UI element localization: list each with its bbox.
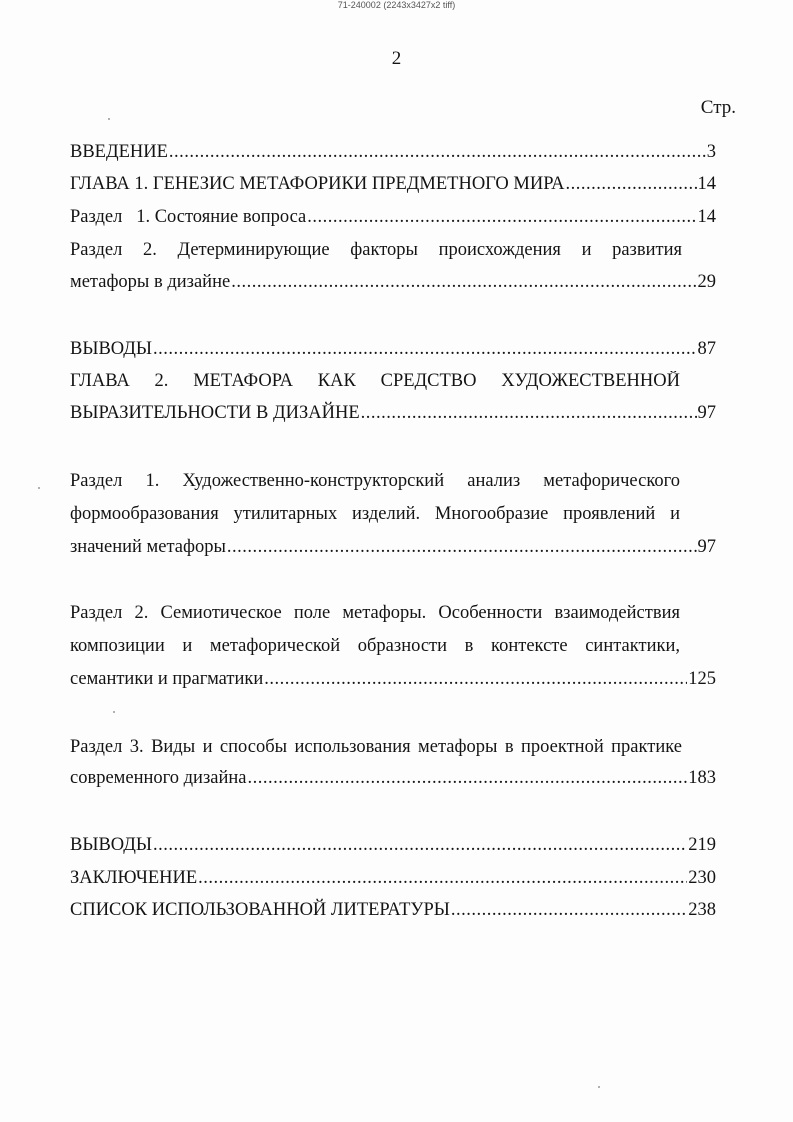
toc-entry-line: Раздел 2. Семиотическое поле метафоры. Особенности взаимодействия [70,603,680,623]
toc-entry-ch2-section-1 [70,471,716,557]
toc-entry-chapter-2 [70,371,716,423]
toc-entry-page: 230 [688,868,716,888]
scan-speck [38,487,40,489]
toc-entry-page: 87 [697,339,716,359]
toc-line [70,403,716,423]
toc-leader-dots [307,207,696,227]
toc-entry-ch2-section-3 [70,737,716,788]
toc-line [70,272,716,292]
toc-entry-title: семантики и прагматики [70,669,264,689]
toc-leader-dots [566,174,697,194]
toc-entry-title: ГЛАВА 1. ГЕНЕЗИС МЕТАФОРИКИ ПРЕДМЕТНОГО МИРА [70,174,565,194]
toc-entry-line: композиции и метафорической образности в контексте синтактики, [70,636,680,656]
scan-speck [113,711,115,713]
toc-entry-page: 14 [697,174,716,194]
page-number: 2 [391,48,402,69]
toc-entry-line: ГЛАВА 2. МЕТАФОРА КАК СРЕДСТВО ХУДОЖЕСТВЕННОЙ [70,371,680,391]
toc-entry-page: 183 [688,768,716,788]
toc-line [70,868,716,888]
toc-leader-dots [169,142,706,162]
toc-entry-title: ВЫВОДЫ [70,339,153,359]
toc-leader-dots [264,669,687,689]
toc-leader-dots [231,272,696,292]
toc-entry-line: Раздел 2. Детерминирующие факторы происхождения и развития [70,240,682,260]
toc-entry-ch1-section-1 [70,207,716,227]
toc-line [70,207,716,227]
toc-entry-title: современного дизайна [70,768,247,788]
toc-entry-page: 125 [688,669,716,689]
toc-entry-title: СПИСОК ИСПОЛЬЗОВАННОЙ ЛИТЕРАТУРЫ [70,900,450,920]
toc-leader-dots [247,768,687,788]
toc-line [70,900,716,920]
toc-entry-page: 3 [706,142,716,162]
toc-line [70,339,716,359]
toc-entry-title: значений метафоры [70,537,226,557]
toc-entry-chapter-1 [70,174,716,194]
toc-entry-line: Раздел 1. Художественно-конструкторский анализ метафорического [70,471,680,491]
toc-entry-title: ВВЕДЕНИЕ [70,142,168,162]
scan-speck [598,1086,600,1088]
toc-line [70,669,716,689]
toc-leader-dots [451,900,687,920]
toc-entry-bibliography [70,900,716,920]
toc-entry-ch2-section-2 [70,603,716,689]
toc-entry-page: 238 [688,900,716,920]
toc-entry-line: Раздел 3. Виды и способы использования метафоры в проектной практике [70,737,682,757]
toc-line [70,142,716,162]
toc-line [70,835,716,855]
page-column-header: Стр. [700,97,736,118]
toc-entry-title: ВЫВОДЫ [70,835,153,855]
scan-speck [108,118,110,120]
toc-line [70,174,716,194]
toc-leader-dots [361,403,697,423]
toc-entry-conclusions-2 [70,835,716,855]
scan-label: 71-240002 (2243x3427x2 tiff) [337,0,456,10]
toc-entry-page: 219 [688,835,716,855]
toc-leader-dots [153,339,696,359]
toc-entry-title: ВЫРАЗИТЕЛЬНОСТИ В ДИЗАЙНЕ [70,403,360,423]
toc-entry-ch1-section-2 [70,240,716,292]
toc-line [70,768,716,788]
toc-leader-dots [153,835,687,855]
toc-line [70,537,716,557]
toc-entry-page: 97 [697,537,716,557]
toc-leader-dots [198,868,687,888]
toc-entry-introduction [70,142,716,162]
toc-entry-title: Раздел 1. Состояние вопроса [70,207,307,227]
toc-entry-title: метафоры в дизайне [70,272,231,292]
toc-entry-conclusions-1 [70,339,716,359]
toc-leader-dots [227,537,697,557]
toc-entry-title: ЗАКЛЮЧЕНИЕ [70,868,198,888]
toc-entry-page: 97 [697,403,716,423]
toc-entry-page: 29 [697,272,716,292]
toc-entry-page: 14 [697,207,716,227]
toc-entry-line: формообразования утилитарных изделий. Многообразие проявлений и [70,504,680,524]
toc-entry-conclusion [70,868,716,888]
